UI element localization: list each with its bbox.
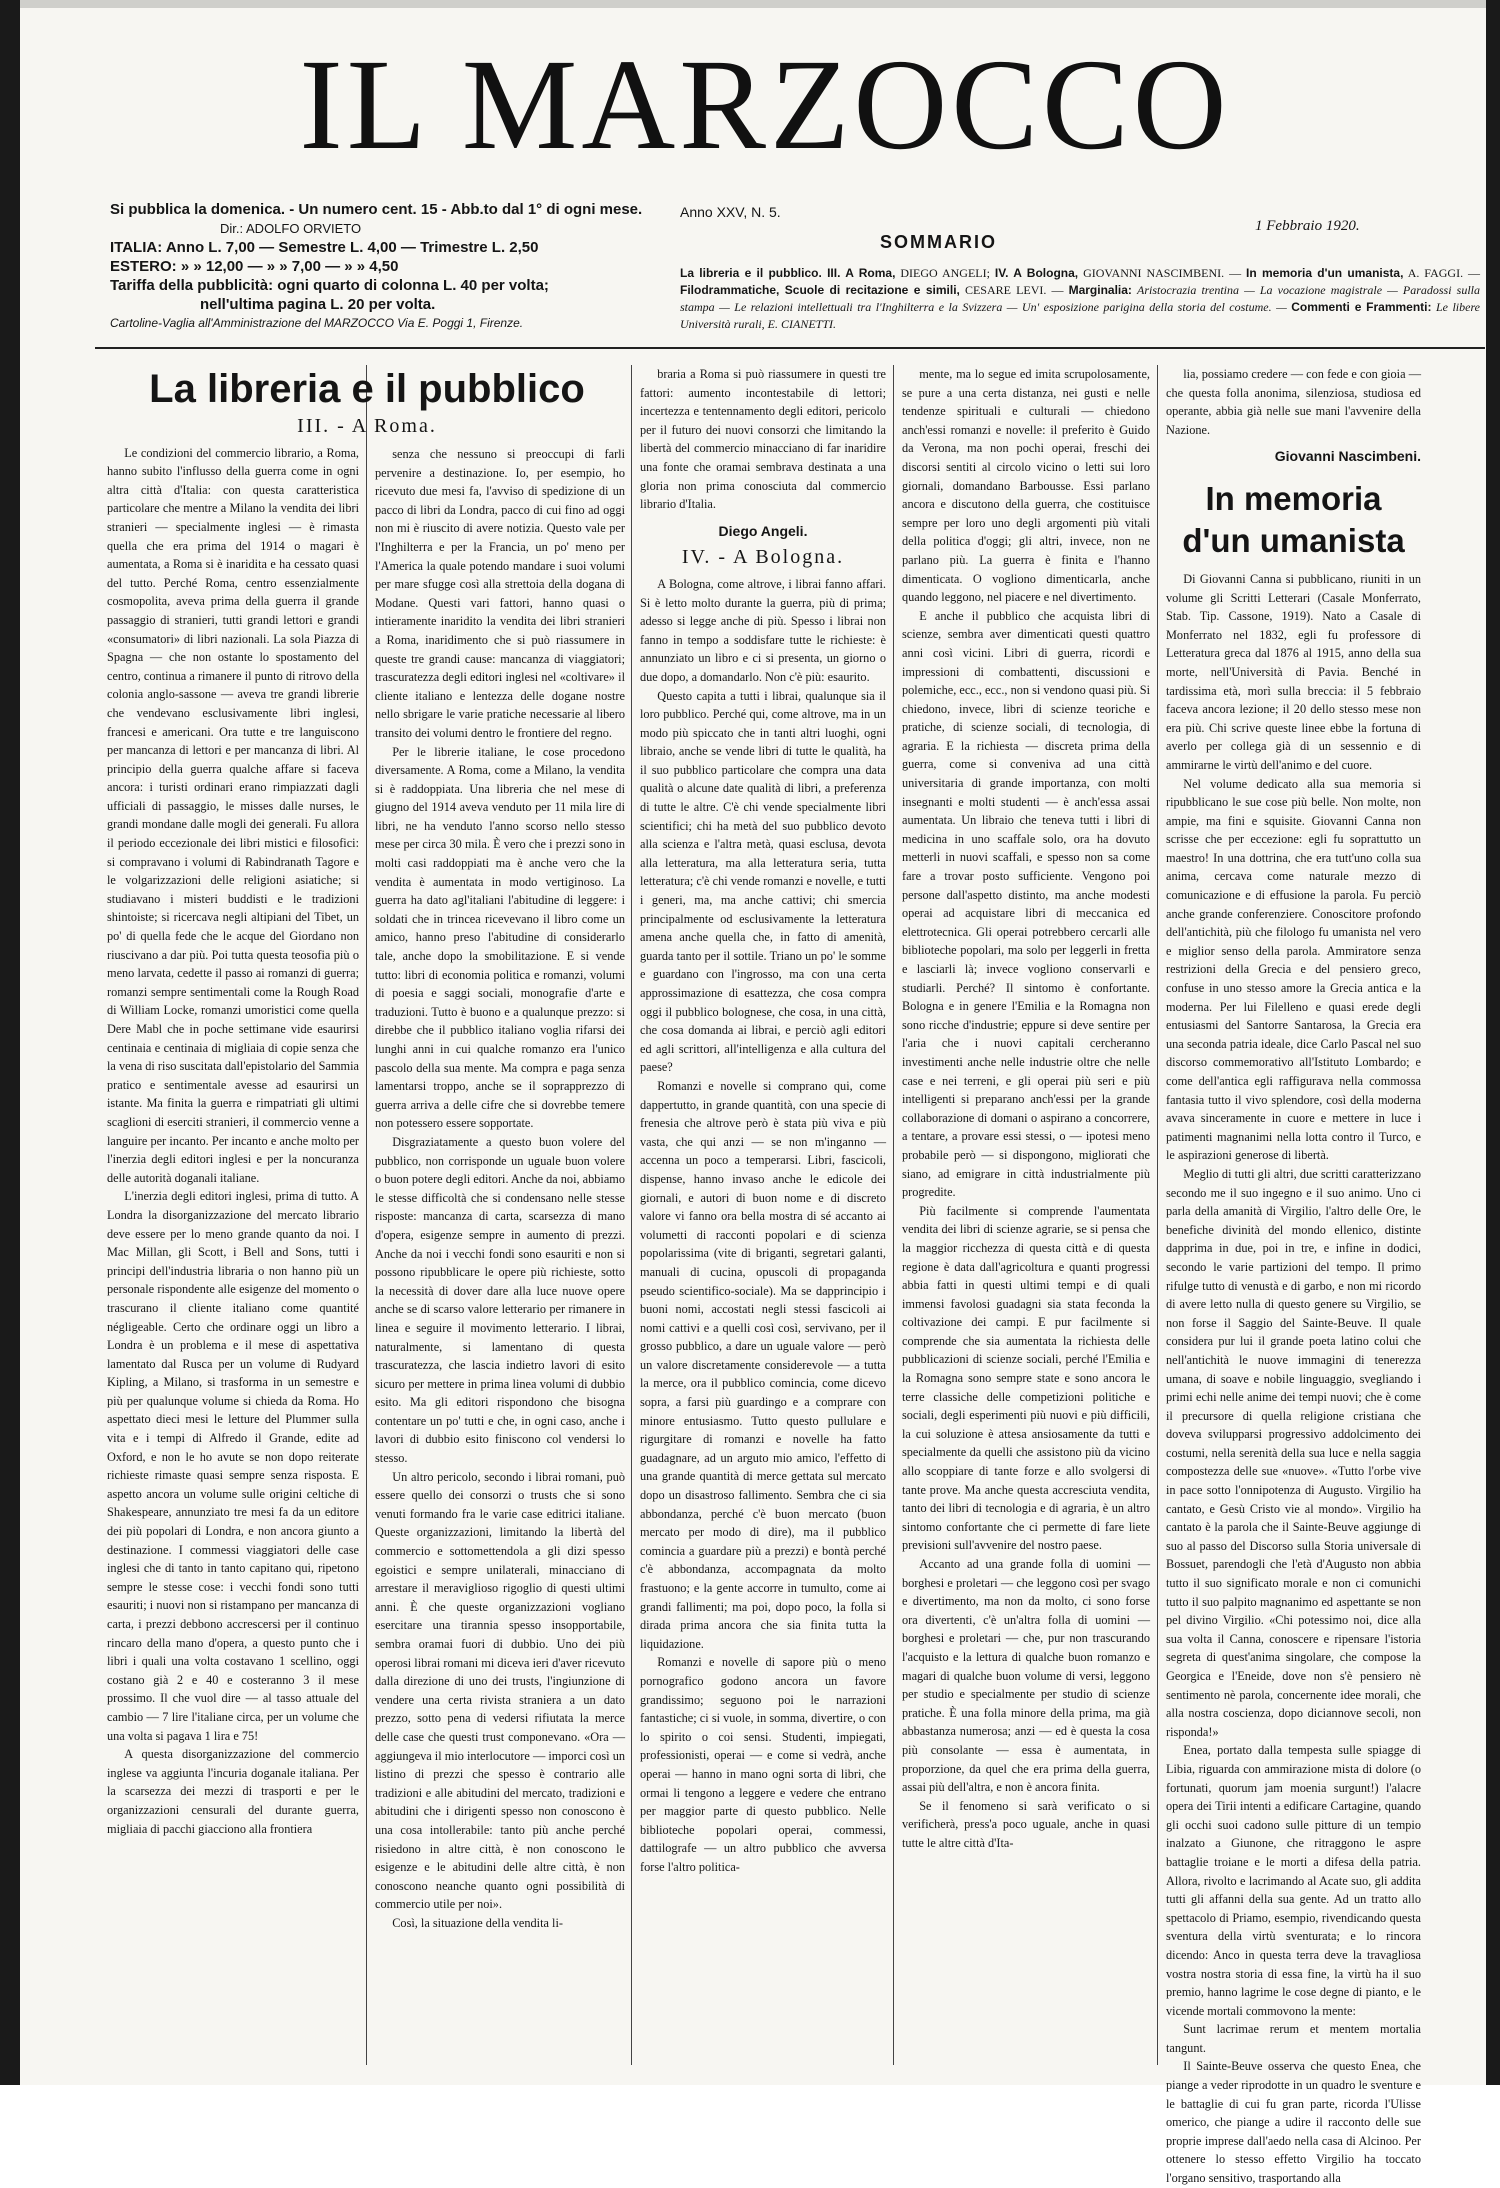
column-1-body [107,444,359,1839]
headline-line-2: d'un umanista [1182,521,1405,559]
paragraph: A questa disorganizzazione del commercio inglese va aggiunta l'incuria doganale italiana. Per la scarsezza dei mezzi di trasporti e per le organizzazioni censurali del durante guerra, migliaia di pacchi giacciono alla frontiera [107,1747,359,1836]
sommario-author: A. FAGGI. — [1407,266,1481,280]
paragraph: Sunt lacrimae rerum et mentem mortalia tangunt. [1166,2022,1421,2055]
paragraph: mente, ma lo segue ed imita scrupolosamente, se pure a una certa distanza, nei gusti e nelle tendenze spirituali e culturali — chiedono anch'essi romanzi e novelle: il preferito è Guido da Verona, ma non pochi operai, freschi dei discorsi sentiti al circolo vicino o letti sui loro giornali, domandano Barbousse. Essi parlano ancora e discutono della guerra, che costituisce sempre per loro uno degli argomenti più vitali della politica d'oggi; gli altri, invece, non ne parlano più. La guerra è finita e l'hanno dimenticata. O vogliono dimenticarla, anche quando leggono, nel piacere e nel divertimento. [902,367,1150,605]
masthead-title: IL MARZOCCO [299,33,1231,177]
director-line: Dir.: ADOLFO ORVIETO [220,221,362,236]
signature: Giovanni Nascimbeni. [1274,448,1421,465]
paragraph: braria a Roma si può riassumere in questi tre fattori: aumento incontestabile di lettori; incertezza e tentennamento degli editori, pericolo per il futuro dei nuovi consorzi che limitando la libertà del commercio minacciano di far inaridire una fonte che oramai sembrava destinata a una gloria non prima conosciuta dal commercio librario d'Italia. [640,367,886,512]
column-2-body [375,445,625,1933]
headline-line-1: In memoria [1205,479,1382,517]
sommario-item: In memoria d'un umanista, [1246,266,1404,280]
issue-number: Anno XXV, N. 5. [680,204,781,220]
sommario-author: DIEGO ANGELI; [900,266,990,280]
cartoline-line: Cartoline-Vaglia all'Amministrazione del MARZOCCO Via E. Poggi 1, Firenze. [110,316,524,330]
article-subhead: III. - A Roma. [297,415,437,437]
paragraph: Questo capita a tutti i librai, qualunque sia il loro pubblico. Perché qui, come altrove, ma in un modo più spiccato che in tanti altri luoghi, ogni libraio, anche se vende libri di tutte le qualità, ha il suo pubblico particolare che compra una data qualità o alcune date qualità di libri, a preferenza di tutte le altre. C'è chi vende specialmente libri scientifici; chi ha metà del suo pubblico devoto alla scienza e l'altra metà, quasi esclusa, devota alla letteratura, ma alla letteratura seria, tutta letteratura; c'è chi vende romanzi e novelle, e tutti i generi, ma, ma anche cattivi; chi smercia principalmente od esclusivamente la letteratura amena anche quella che, in fatto di amenità, guarda tanto per il sottile. Triano un po' le somme e guardano con l'ingrosso, ma con una certa approssimazione di esattezza, che cosa compra oggi il pubblico bolognese, che cosa, in una città, che cosa domanda ai librai, e perciò agli editori ed agli scrittori, all'intelligenza e alla cultura del paese? [640,688,886,1075]
paragraph: Accanto ad una grande folla di uomini — borghesi e proletari — che leggono così per svago e divertimento, ma non da molto, ci sono forse ora divertenti, c'è un'altra folla di uomini — borghesi e proletari — che, pur non trascurando l'acquisto e la lettura di qualche buon romanzo e magari di qualche buon volume di versi, leggono per studio e specialmente per studio di scienze pratiche. È una folla minore della prima, ma già abbastanza numerosa; anzi — ed è questa la cosa più consolante — essa è aumentata, in proporzione, da quel che era prima della guerra, assai più dell'altra, e non è ancora finita. [902,1557,1150,1795]
sommario-author: GIOVANNI NASCIMBENI. — [1083,266,1242,280]
paragraph: Le condizioni del commercio librario, a Roma, hanno subito l'influsso della guerra come in ogni altra città d'Italia: con questa caratteristica particolare che mentre a Milano la vendita dei libri stranieri — specialmente inglesi — è rimasta quella che era prima del 1914 o magari è aumentata, a Roma si è inaridita e ha cessato quasi del tutto. Perché Roma, centro essenzialmente cosmopolita, aveva prima della guerra il grande passaggio di stranieri, tutti grandi lettori e grandi «consumatori» di libri nazionali. La sola Piazza di Spagna — che non ostante lo spostamento del centro, continua a rimanere il punto di ritrovo della colonia anglo-sassone — aveva tre grandi librerie che vendevano esclusivamente libri inglesi, francesi e americani. Ora tutte e tre languiscono per mancanza di lettori e per mancanza di libri. Al principio della guerra qualche affare si faceva ancora: i turisti ordinari erano rimpiazzati dagli ufficiali di passaggio, le misses dalle nurses, le grandi mondane dalle mogli dei generali. Fu allora il periodo eccezionale dei libri mistici e filosofici: si compravano i volumi di Rabindranath Tagore e le volgarizzazioni delle religioni asiatiche; si studiavano i misteri buddisti e le tradizioni shintoiste; si ricercava negli altipiani del Tibet, un po' di quella fede che le acque del Giordano non riuscivano a dar più. Poi tutta questa teosofia più o meno larvata, cedette il passo ai romanzi di guerra; romanzi sempre sentimentali come la Rough Road di William Locke, romanzi umoristici come quella Dere Mabl che in poche settimane vide esaurirsi centinaia e centinaia di migliaia di copie senza che la vena di riso suscitata dall'epistolario del Sammia pratico e sentimentale avesse ad esaurirsi un istante. Ma finita la guerra e rimpatriati gli ultimi scaglioni di eserciti stranieri, il commercio venne a languire per incanto. Per incanto e anche molto per l'inerzia degli editori inglesi e per la noncuranza delle autorità doganali italiane. [107,445,359,1185]
sommario-author: CESARE LEVI. — [964,283,1064,297]
column-rule [893,365,894,2065]
article-subhead: IV. - A Bologna. [681,546,845,569]
header-rule [95,347,1485,349]
article-headline [1166,478,1421,562]
sommario-item: Commenti e Frammenti: [1291,300,1432,314]
paragraph: Più facilmente si comprende l'aumentata vendita dei libri di scienze agrarie, se si pensa che la maggior ricchezza di questa città e di questa regione è data dall'agricoltura e quanti progressi abbia fatti in questi ultimi tempi e di quali immensi favolosi guadagni sia stata feconda la coltivazione dei campi. E pur facilmente si comprende che sia aumentata la richiesta delle pubblicazioni di scienze sociali, perché l'Emilia e la Romagna sono sempre state e sono ancora le terre classiche delle competizioni politiche e sociali, degli esperimenti più nuovi e più difficili, la cui soluzione è attesa ansiosamente da tutti e specialmente da quelli che assistono più da vicino allo scoppiare di tante forze e allo svolgersi di tante prove. Ma anche questa accresciuta vendita, tanto dei libri di tecnologia e di agraria, è un altro sintomo confortante che ci permette di fare liete previsioni sull'avvenire del nostro paese. [902,1203,1150,1553]
column-3-body-b [640,575,886,1877]
paragraph: Meglio di tutti gli altri, due scritti caratterizzano secondo me il suo ingegno e il suo animo. Uno ci parla della amanità di Virgilio, l'altro delle Ore, le benefiche divinità del mondo ellenico, distinte dapprima in due, poi in tre, e infine in dodici, secondo le varie partizioni del tempo. Il primo rifulge tutto di venustà e di garbo, e non mi ricordo di avere letto nulla di questo genere su Virgilio, se non forse il Saggio del Sainte-Beuve. Il quale considera pur lui il grande poeta latino colui che nell'antichità le nuove immagini di tenerezza umana, di soave e nobile linguaggio, svegliando i primi echi nelle anime dei tempi nuovi; che è come il precursore di quella religione cristiana che doveva svilupparsi progressivo addolcimento dei costumi, nella serenità della sua luce e nella saggia compostezza delle sue «nuove». «Tutto l'orbe vive in pace sotto l'onnipotenza di Augusto. Virgilio ha cantato, e Gesù Cristo vie al mondo». Virgilio ha cantato è la parola che il Sainte-Beuve aggiunge di suo al passo del Discorso sulla Storia universale di Bossuet, parendogli che l'età d'Augusto non abbia tutto il suo significato morale e non ci comunichi tutto il suo palpito magnanimo ed aspettante se non pel divino Virgilio. «Chi potessimo noi, dice alla sua volta il Canna, conoscere e ripensare l'istoria segreta di quest'anima singolare, che compose la Georgica e l'Eneide, dove non s'è pensiero nè sentimento nè parola, concernente idee morali, che alla nostra coscienza, dopo diciannove secoli, non risponda!» [1166,1166,1421,1739]
paragraph: Così, la situazione della vendita li- [392,1915,563,1930]
column-5 [1166,365,1421,2186]
paragraph: Romanzi e novelle si comprano qui, come dappertutto, in grande quantità, con una specie di frenesia che altrove però è stata più viva e più vasta, che qui anzi — se non m'inganno — accenna un poco a temperarsi. Libri, fascicoli, dispense, hanno invaso anche le edicole dei giornali, e autori di buon nome e di discreto valore vi fanno ora bella mostra di sé accanto ai volumetti di racconti popolari e di scienza popolarissima (vite di briganti, segretari galanti, manuali di cucina, opuscoli di propaganda pseudo scientifico-sociale). Ma se dapprincipio i buoni nomi, accostati negli stessi fascicoli ai nomi cattivi e a quelli così così, servivano, per il grosso pubblico, a dare un uguale valore — però un valore discretamente considerevole — a tutta la merce, ora il pubblico comincia, come dicevo sopra, a farsi più guardingo e a comprare con minore entusiasmo. Tutto questo pullulare e rigurgitare di romanzi e novelle ha fatto guadagnare, ad un arguto mio amico, l'effetto di una grande quantità di merce gettata sul mercato dopo un disastroso fallimento. Sembra che ci sia abbondanza, perché c'è buon mercato (buon mercato per modo di dire), ma il pubblico comincia a guardare più a prezzi) e bontà perché c'è abbondanza, accompagnata da molto frastuono; e la gente accorre in tumulto, come ai grandi fallimenti; ma poi, dopo poco, la folla si dirada prima ancora che sia finita tutta la liquidazione. [640,1078,886,1651]
paragraph: L'inerzia degli editori inglesi, prima di tutto. A Londra la disorganizzazione del mercato librario deve essere per lo meno grande quanto da noi. I Mac Millan, gli Scott, i Bell and Sons, tutti i principi dell'industria libraria o non hanno più un personale rispondente alle esigenze del momento o trascurano il cliente italiano come quantité négligeable. Certo che ordinare oggi un libro a Londra è un problema e il mese di aspettativa lamentato dal Rusca per un volume di Rudyard Kipling, a Milano, si trasforma in un semestre e più per qualunque volume si chieda da Roma. Ho aspettato dieci mesi le letture del Plummer sulla vita e i tempi di Alfredo il Grande, edite ad Oxford, e non le ho avute se non dopo reiterate richieste rimaste quasi sempre senza risposta. E aspetto ancora un volume sulle origini celtiche di Shakespeare, annunziato tre mesi fa da un editore dei più popolari di Londra, e non ancora giunto a destinazione. I commessi viaggiatori delle case inglesi che di tanto in tanto capitano qui, ripetono sempre le stesse cose: i vecchi fondi sono tutti esauriti; i nuovi non si ristampano per mancanza di carta, i prezzi debbono accrescersi per il continuo rincaro della mano d'opera, a questo punto che i libri i quali una volta costavano 1 scellino, oggi costano già 2 e 40 e costeranno 3 il mese prossimo. Il che vuol dire — al tasso attuale del cambio — 7 lire l'italiane circa, per un volume che una volta si pagava 1 lira e 75! [107,1189,359,1743]
tariff-line-1: Tariffa della pubblicità: ogni quarto di colonna L. 40 per volta; [110,277,549,294]
paragraph: A Bologna, come altrove, i librai fanno affari. Si è letto molto durante la guerra, più di prima; adesso si legge anche di più. Spesso i librai non fanno in tempo a soddisfare tutte le richieste: è annunziato un libro e ci si presenta, un giorno o due dopo, a domandarlo. Non c'è più: esaurito. [640,576,886,684]
paragraph: Enea, portato dalla tempesta sulle spiagge di Libia, riguarda con ammirazione mista di dolore (o fortunati, quorum jam moenia surgunt!) l'alacre opera dei Tirii intenti a edificare Cartagine, quando gli occhi suoi cadono sulle pitture di un tempio inalzato a Giunone, che ritraggono le aspre battaglie troiane e le morti a difesa della patria. Allora, rivolto e lacrimando al Acate suo, gli addita tutti gli affanni della sua gente. Ad un tratto allo spettacolo di Priamo, esempio, rivendicando questa sventura della virtù sventurata; e lo rincora dicendo: Anco in questa terra deve la travagliosa vostra nostra storia di essa fine, la virtù ha il suo premio, hanno lagrime le cose degne di pianto, e le vicende mortali commovono la mente: [1166,1743,1421,2018]
issue-date: 1 Febbraio 1920. [1255,218,1360,234]
column-4-body [902,365,1150,1853]
sommario-item: La libreria e il pubblico. III. A Roma, [680,266,896,280]
sommario-rest: Aristocrazia trentina — La vocazione magistrale — Paradossi sulla stampa — Le relazioni intellettuali tra l'Inghilterra e la Svizzera — Un' esposizione parigina della storia del costume. — [680,283,1480,314]
paragraph: senza che nessuno si preoccupi di farli pervenire a destinazione. Io, per esempio, ho ricevuto due mesi fa, l'avviso di spedizione di un pacco di libri da Londra, pacco di cui fino ad oggi non mi è riuscito di avere notizia. Questo vale per l'Inghilterra e per la Francia, un po' meno per l'America la quale potendo mandare i suoi volumi per mare sfugge così alla strettoia della dogana di Modane. Questi vari fattori, hanno quasi o intieramente inaridito la vendita dei libri stranieri a Roma, inaridimento che si può riassumere in queste tre grandi cause: mancanza di viaggiatori; trascuratezza degli editori inglesi nel «coltivare» il cliente italiano e lentezza delle dogane nostre nello sbrigare le varie pratiche necessarie al libero transito dei volumi dentro le frontiere del regno. [375,447,625,740]
sommario-text [680,265,1480,333]
paragraph: Romanzi e novelle di sapore più o meno pornografico godono ancora un favore grandissimo; seguono poi le narrazioni fantastiche; ci si vuole, in somma, divertire, o con lo spirito o coi sensi. Studenti, impiegati, professionisti, operai — e come si vedrà, anche operai — hanno in mano ogni sorta di libri, che ormai li tengono a leggere e vedere che entrano per maggior parte di questo pubblico. Nelle biblioteche popolari operai, commessi, dattilografe — un altro pubblico che avversa forse l'altro politica- [640,1655,886,1874]
article-headline: La libreria e il pubblico [149,367,585,411]
column-5-body-a [1166,365,1421,439]
price-estero: ESTERO: » » 12,00 — » » 7,00 — » » 4,50 [110,258,399,275]
sommario-item: IV. A Bologna, [994,266,1079,280]
paragraph: Se il fenomeno si sarà verificato o si verificherà, press'a poco uguale, anche in quasi tutte le altre città d'Ita- [902,1798,1150,1850]
column-3 [640,365,886,2060]
signature: Diego Angeli. [718,522,808,539]
scan-edge-top [0,0,1500,8]
sommario-item: Filodrammatiche, Scuole di recitazione e simili, [680,283,960,297]
column-4 [902,365,1150,2060]
column-2 [375,445,625,2060]
column-rule [1157,365,1158,2065]
paragraph: Il Sainte-Beuve osserva che questo Enea, che piange a veder riprodotte in un quadro le sventure e le battaglie di cui fu gran parte, ricorda l'Ulisse omerico, che piange a udire il racconto delle sue proprie imprese dall'aedo nella casa di Alcinoo. Per ottenere lo stesso effetto Virgilio ha toccato l'organo sensitivo, trasportando alla [1166,2059,1421,2186]
paragraph: Disgraziatamente a questo buon volere del pubblico, non corrisponde un uguale buon volere o buon potere degli editori. Anche da noi, abbiamo le stesse difficoltà che si condensano nelle stesse risposte: mancanza di carta, scarsezza di mano d'opera, esigenze sempre in aumento di prezzi. Anche da noi i vecchi fondi sono esauriti e non si possono ripubblicare le opere più richieste, sotto la necessità di dover dare alla luce nuove opere anche se di scarso valore letterario per rimanere in linea e seguire il movimento letterario. I librai, naturalmente, si lamentano di questa trascuratezza, che lascia indietro lavori di esito sicuro per mettere in prima linea volumi di dubbio esito. Ma gli editori rispondono che bisogna contentare un po' tutti e che, in ogni caso, anche i lavori di dubbio esito finiscono col vendersi lo stesso. [375,1134,625,1466]
sommario-rest: Le libere Università rurali, E. CIANETTI. [680,300,1480,331]
sommario-item: Marginalia: [1068,283,1132,297]
column-3-body-a [640,365,886,514]
paragraph: lia, possiamo credere — con fede e con gioia — che questa folla anonima, silenziosa, studiosa ed operante, abbia già nelle sue mani l'avvenire della Nazione. [1166,367,1421,437]
scan-edge-left [0,0,20,2085]
tariff-line-2: nell'ultima pagina L. 20 per volta. [200,296,436,313]
column-rule [631,365,632,2065]
paragraph: E anche il pubblico che acquista libri di scienze, sembra aver dimenticati questi quattro anni così vicini. Libri di guerra, ricordi e impressioni di combattenti, discussioni e polemiche, ecc., ecc., non si vendono quasi più. Si chiedono, invece, libri di scienze teoriche e pratiche, di scienze sociali, di tecnologia, di agraria. E la richiesta — discreta prima della guerra, come si conveniva ad una città universitaria di grande importanza, con molti insegnanti e molti studenti — è anch'essa assai aumentata. Un libraio che teneva tutti i libri di medicina in uno scaffale solo, ora ha dovuto metterli in nuovi scaffali, e spesso non sa come fare a trovar posto sufficiente. Vengono poi persone dall'aspetto distinto, ma anche modesti operai ad acquistare libri di meccanica ed elettrotecnica. Gli operai potrebbero cercarli alle biblioteche popolari, ma solo per leggerli in fretta e lasciarli là; invece vogliono conservarli e studiarli. Perché? Il sintomo è confortante. Bologna e in genere l'Emilia e la Romagna non sono ricche d'industrie; eppure si deve sentire per l'aria che i nuovi capitali cercheranno investimenti anche nelle industrie oltre che nelle case e nei terreni, e gli operai più seri e più intelligenti si preparano anch'essi per la grande collaborazione di domani o aspirano a concorrere, a tentare, a provare essi stessi, o — ipotesi meno probabile però — si dispongono, migliorati che siano, ad emigrare in città industrialmente più progredite. [902,608,1150,1200]
subscription-info [110,200,643,333]
paragraph: Un altro pericolo, secondo i librai romani, può essere quello dei consorzi o trusts che si sono venuti formando fra le varie case editrici italiane. Queste organizzazioni, limitando la libertà del commercio e sottomettendola a gli dizi spesso egoistici e sempre unilaterali, minacciano di arrestare il meraviglioso rigoglio di questi ultimi anni. È che queste organizzazioni vogliano esercitare una tirannia spesso insopportabile, sembra oramai fuori di dubbio. Uno dei più operosi librai romani mi diceva ieri d'aver ricevuto dalla direzione di uno dei trusts, l'ingiunzione di vendere una certa rivista straniera a un dato prezzo, sotto pena di vedersi rifiutata la merce delle case che questi trust componevano. «Ora — aggiungeva il mio interlocutore — imporci così un listino di prezzi che spesso è contrario alle tradizioni e alle abitudini del mercato, tradizioni e abitudini che i dirigenti spesso non conoscono è una cosa intollerabile: tanto più anche perché risiedono in altre città, è non conoscono le esigenze e le abitudini delle altre città, è non conoscono neanche quanto ogni possibilità di commercio utile per noi». [375,1469,625,1912]
paragraph: Per le librerie italiane, le cose procedono diversamente. A Roma, come a Milano, la vendita si è raddoppiata. Una libreria che nel mese di giugno del 1914 aveva venduto per 11 mila lire di libri, ne ha venduto l'anno scorso nello stesso mese per circa 30 mila. È vero che i prezzi sono in molti casi raddoppiati ma è anche vero che la vendita è aumentata in modo vertiginoso. La guerra ha dato agl'italiani l'abitudine di leggere: i soldati che in trincea ricevevano il libro come un amico, hanno preso l'abitudine di considerarlo tale, anche dopo la smobilitazione. E si vende tutto: libri di economia politica e romanzi, volumi di poesia e saggi sociali, monografie d'arte e traduzioni. Tutto è buono e a qualunque prezzo: si direbbe che il pubblico italiano voglia rifarsi dei lunghi anni in cui qualche romanzo era l'unico pascolo della sua mente. Ma compra e paga senza lamentarsi troppo, anche se il soprapprezzo di guerra arriva a delle cifre che si dovrebbe temere non potessero essere sopportate. [375,744,625,1131]
publication-line: Si pubblica la domenica. - Un numero cent. 15 - Abb.to dal 1° di ogni mese. [110,201,643,218]
scan-edge-right [1486,0,1500,2085]
column-rule [366,365,367,2065]
price-italia: ITALIA: Anno L. 7,00 — Semestre L. 4,00 — Trimestre L. 2,50 [110,239,539,256]
paragraph: Nel volume dedicato alla sua memoria si ripubblicano le sue cose più belle. Non molte, non ampie, ma fini e squisite. Giovanni Canna non scrisse che per eccezione: egli fu soprattutto un maestro! In una dottrina, che era tutt'uno colla sua anima, cercava come naturale mezzo di comunicazione e di effusione la parola. Fu perciò anche grande conferenziere. Conoscitore profondo dell'antichità, più che filologo fu umanista nel vero e miglior senso della parola. Ammiratore senza restrizioni della Grecia e del pensiero greco, confuse in uno stesso amore la Grecia antica e la moderna. Per lui Filelleno e quasi erede degli entusiasmi del Santorre Santarosa, la Grecia era una seconda patria ideale, dice Carlo Pascal nel suo discorso commemorativo all'Istituto Lombardo; e come dell'antica egli raffigurava nella commossa fantasia tutto il vivo splendore, così della moderna avava sinceramente in cuore e mettere in luce i patimenti magnanimi nella lotta contro il Turco, e le aspirazioni generose di libertà. [1166,776,1421,1163]
column-5-body-b [1166,570,1421,2188]
paragraph: Di Giovanni Canna si pubblicano, riuniti in un volume gli Scritti Letterari (Casale Monferrato, Stab. Tip. Cassone, 1919). Nato a Casale di Monferrato nel 1832, egli fu professore di Letteratura greca dal 1876 al 1915, anno della sua morte, nell'Università di Pavia. Benché in tardissima età, morì sulla breccia: il 5 febbraio faceva ancora lezione; il 20 dello stesso mese non era più. Chi scrive queste linee ebbe la fortuna di averlo per collega già di un sessennio e di ammirarne le virtù dell'animo e del cuore. [1166,571,1421,772]
sommario-title: SOMMARIO [880,232,997,252]
